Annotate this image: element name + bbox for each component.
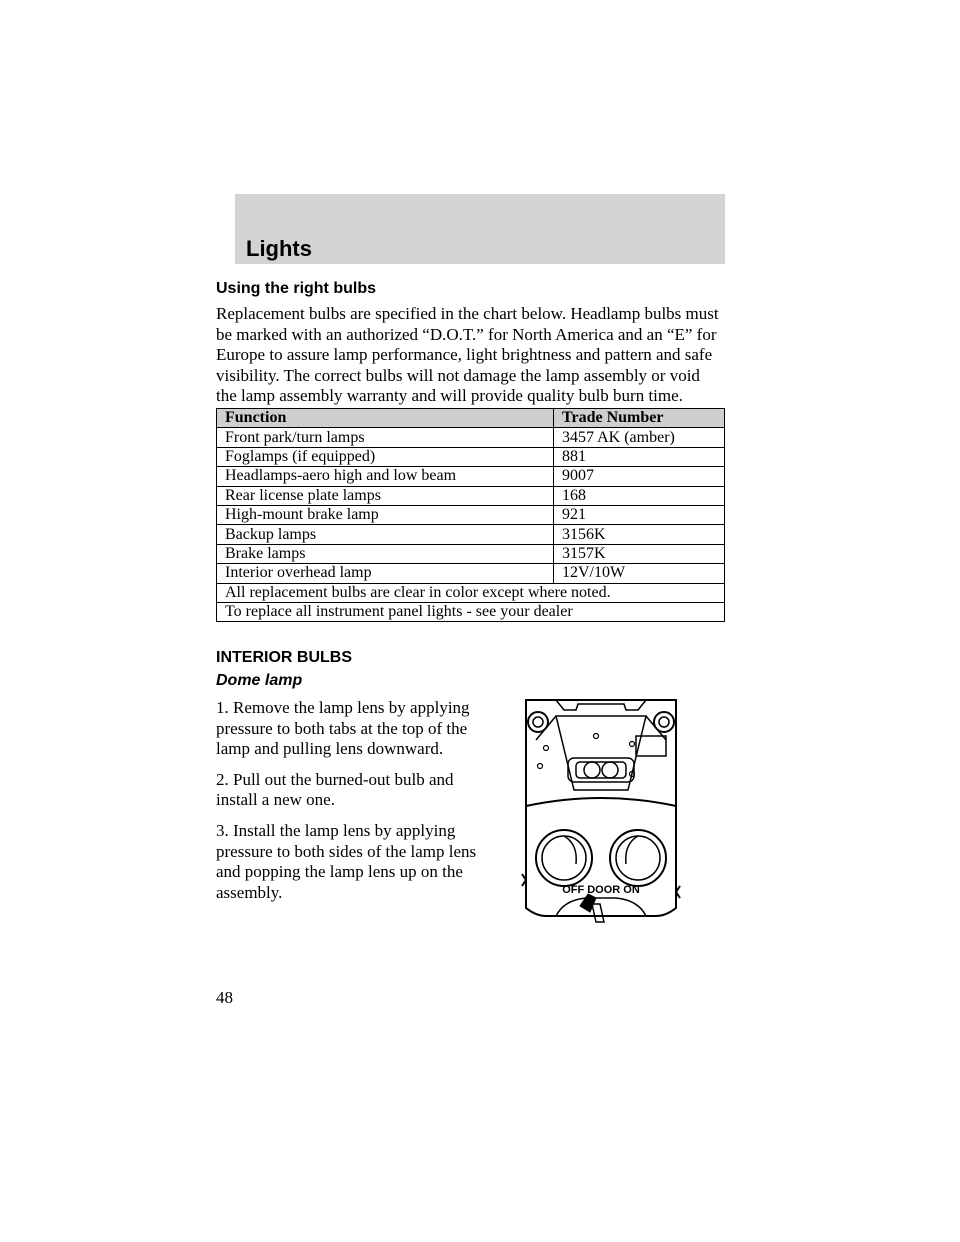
step-2: 2. Pull out the burned-out bulb and install a new one.: [216, 769, 454, 810]
bulbs-intro: [216, 304, 722, 407]
trade-number-cell: 881: [554, 447, 725, 466]
table-note: To replace all instrument panel lights - see your dealer: [217, 602, 725, 621]
trade-number-cell: 3457 AK (amber): [554, 428, 725, 447]
table-row: [217, 428, 725, 447]
function-cell: Headlamps-aero high and low beam: [217, 467, 554, 486]
dome-lamp-steps: [216, 698, 486, 913]
trade-number-cell: 12V/10W: [554, 564, 725, 583]
table-row: [217, 447, 725, 466]
function-cell: Front park/turn lamps: [217, 428, 554, 447]
page-number: 48: [216, 988, 233, 1007]
function-cell: High-mount brake lamp: [217, 505, 554, 524]
function-cell: Brake lamps: [217, 544, 554, 563]
table-row: [217, 564, 725, 583]
dome-lamp-illustration: [516, 694, 686, 926]
step-1: 1. Remove the lamp lens by applying pressure to both tabs at the top of the lamp and pulling lens downward.: [216, 698, 470, 759]
function-cell: Backup lamps: [217, 525, 554, 544]
function-cell: Foglamps (if equipped): [217, 447, 554, 466]
table-row: [217, 486, 725, 505]
trade-number-cell: 9007: [554, 467, 725, 486]
table-note-row: [217, 583, 725, 602]
step-3: 3. Install the lamp lens by applying pressure to both sides of the lamp lens and popping the lamp lens up on the assembly.: [216, 820, 477, 902]
table-note: All replacement bulbs are clear in color except where noted.: [217, 583, 725, 602]
section-title: Lights: [246, 236, 312, 261]
header-trade-number: Trade Number: [554, 409, 725, 428]
table-note-row: [217, 602, 725, 621]
trade-number-cell: 168: [554, 486, 725, 505]
table-row: [217, 467, 725, 486]
bulb-table: [216, 408, 725, 622]
table-header-row: [217, 409, 725, 428]
table-row: [217, 505, 725, 524]
trade-number-cell: 921: [554, 505, 725, 524]
bulbs-heading: Using the right bulbs: [216, 280, 376, 297]
header-function: Function: [217, 409, 554, 428]
switch-label: OFF DOOR ON: [562, 884, 640, 896]
table-row: [217, 525, 725, 544]
function-cell: Rear license plate lamps: [217, 486, 554, 505]
interior-heading: INTERIOR BULBS: [216, 649, 352, 666]
trade-number-cell: 3156K: [554, 525, 725, 544]
bulbs-intro-text: Replacement bulbs are specified in the chart below. Headlamp bulbs must be marked with an authorized “D.O.T.” for North America and an “E” for Europe to assure lamp performance, light brightness and pattern and safe visibility. The correct bulbs will not damage the lamp assembly or void the lamp assembly warranty and will provide quality bulb burn time.: [216, 304, 719, 406]
dome-lamp-subheading: Dome lamp: [216, 672, 303, 689]
function-cell: Interior overhead lamp: [217, 564, 554, 583]
trade-number-cell: 3157K: [554, 544, 725, 563]
table-row: [217, 544, 725, 563]
